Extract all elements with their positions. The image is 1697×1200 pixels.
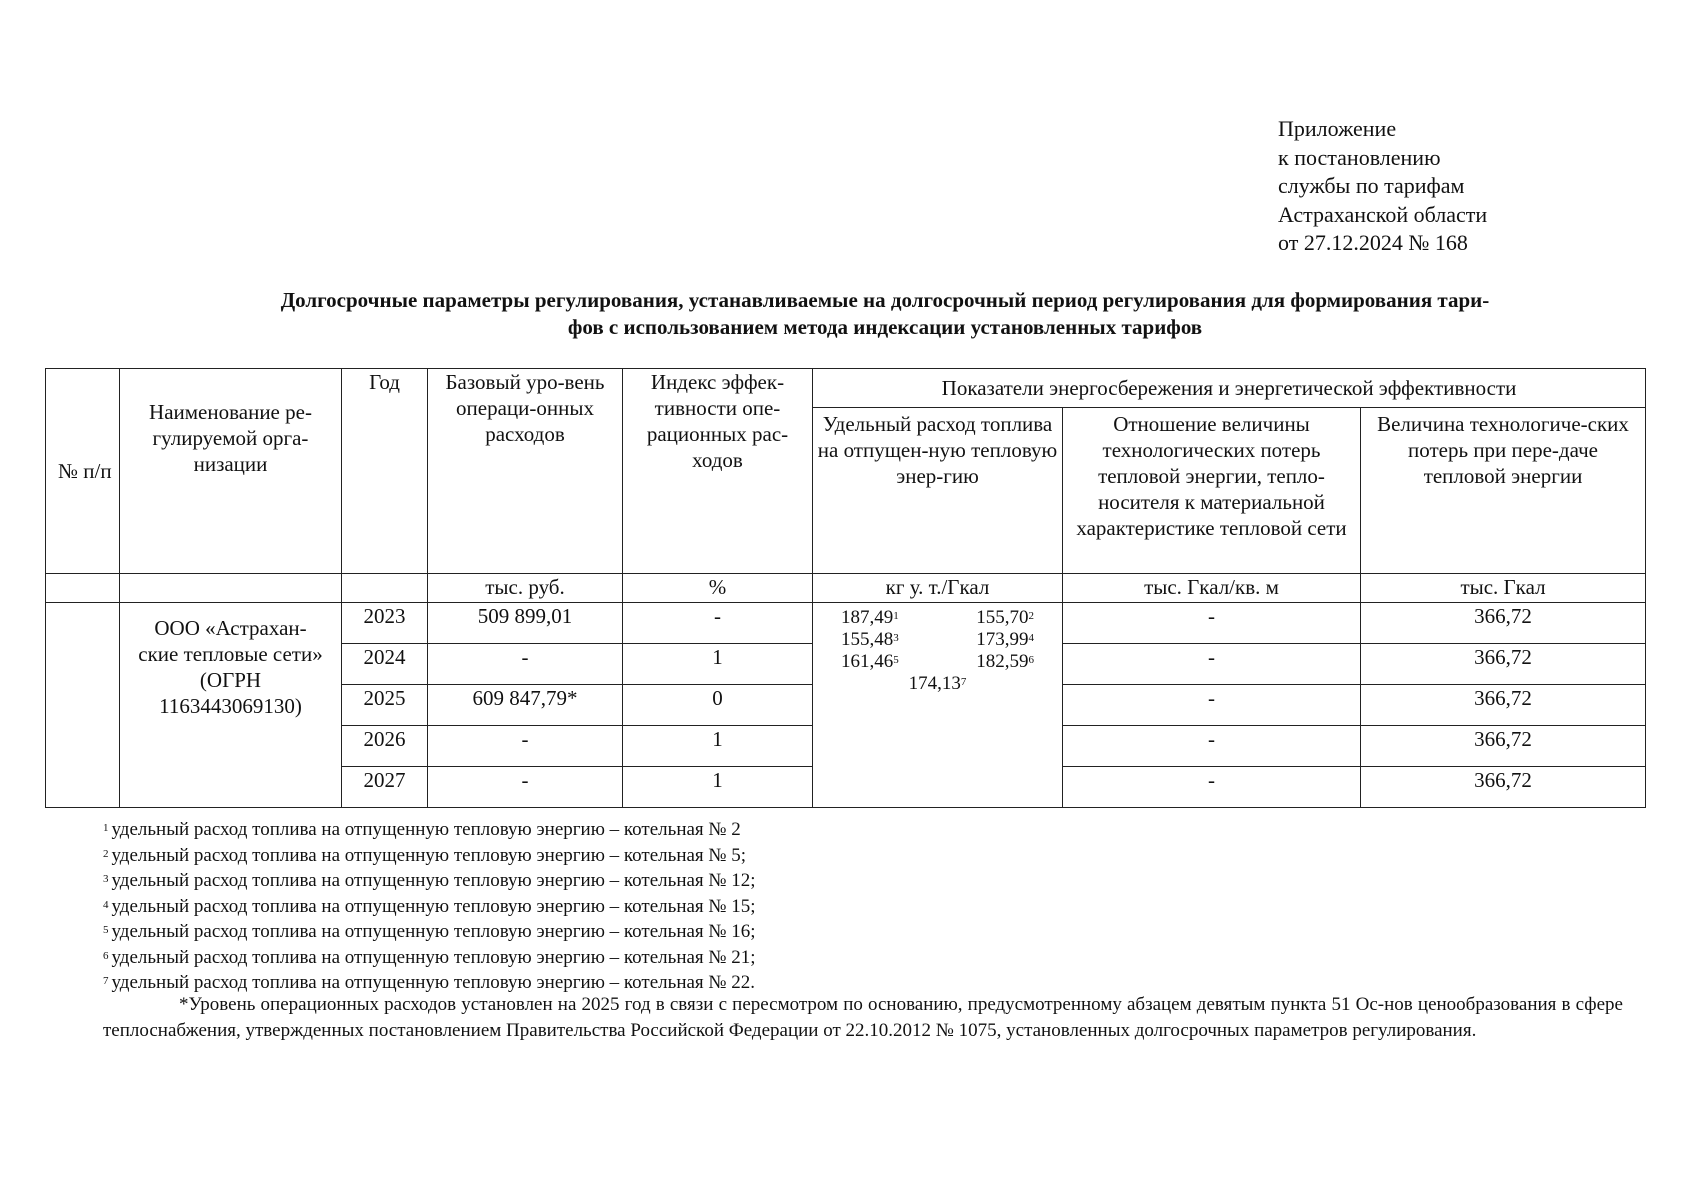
header-organization: Наименование ре-гулируемой орга-низации [120,369,342,574]
year-cell: 2024 [342,644,428,685]
loss-ratio-cell: - [1063,767,1361,808]
footnote-item: $^5$ удельный расход топлива на отпущенную тепловую энергию – котельная № 16; [103,921,756,942]
loss-ratio-cell: - [1063,726,1361,767]
efficiency-index-cell: 1 [623,726,813,767]
fuel-value: 161,46$^5$ [841,651,899,672]
organization-line: ООО «Астрахан- [154,616,307,640]
technological-losses-cell: 366,72 [1361,644,1646,685]
organization-line: (ОГРН [199,668,262,692]
approval-line: Астраханской области [1278,201,1488,227]
organization-line: ские тепловые сети» [138,642,323,666]
fuel-value: 174,13$^7$ [908,673,967,694]
base-level-cell: - [428,644,623,685]
header-technological-losses: Величина технологиче-ских потерь при пере-даче тепловой энергии [1361,408,1646,574]
units-number-blank [46,574,120,603]
base-level-cell: 609 847,79* [428,685,623,726]
header-energy-indicators: Показатели энергосбережения и энергетической эффективности [813,369,1646,408]
fuel-value: 173,99$^4$ [976,629,1034,650]
approval-stamp [1278,115,1487,258]
table-row [46,603,1646,644]
fuel-value: 155,70$^2$ [976,607,1034,628]
approval-line: к постановлению [1278,144,1441,170]
header-efficiency-index: Индекс эффек-тивности опе-рационных рас-ходов [623,369,813,574]
footnote-item: $^3$ удельный расход топлива на отпущенную тепловую энергию – котельная № 12; [103,870,756,891]
footnote-item: $^1$ удельный расход топлива на отпущенную тепловую энергию – котельная № 2 [103,819,741,840]
efficiency-index-cell: 0 [623,685,813,726]
parameters-table [45,368,1646,808]
technological-losses-cell: 366,72 [1361,726,1646,767]
footnotes [103,817,756,996]
header-year: Год [342,369,428,574]
unit-loss-ratio: тыс. Гкал/кв. м [1063,574,1361,603]
footnote-item: $^4$ удельный расход топлива на отпущенную тепловую энергию – котельная № 15; [103,895,756,917]
technological-losses-cell: 366,72 [1361,603,1646,644]
header-number: № п/п [46,369,120,574]
efficiency-index-cell: 1 [623,644,813,685]
footnote-item: $^2$ удельный расход топлива на отпущенную тепловую энергию – котельная № 5; [103,844,747,866]
document-title [150,287,1620,341]
footnote-item: $^6$ удельный расход топлива на отпущенную тепловую энергию – котельная № 21; [103,946,756,968]
year-cell: 2026 [342,726,428,767]
organization-line: 1163443069130) [159,694,302,718]
year-cell: 2025 [342,685,428,726]
technological-losses-cell: 366,72 [1361,767,1646,808]
loss-ratio-cell: - [1063,603,1361,644]
unit-efficiency-index: % [623,574,813,603]
year-cell: 2023 [342,603,428,644]
base-level-cell: - [428,767,623,808]
approval-line: Приложение [1278,116,1397,141]
loss-ratio-cell: - [1063,644,1361,685]
efficiency-index-cell: 1 [623,767,813,808]
header-base-level: Базовый уро-вень операци-онных расходов [428,369,623,574]
unit-technological-losses: тыс. Гкал [1361,574,1646,603]
approval-line: от 27.12.2024 № 168 [1278,230,1468,255]
header-fuel-consumption: Удельный расход топлива на отпущен-ную тепловую энер-гию [813,408,1063,574]
fuel-value: 182,59$^6$ [976,651,1034,672]
units-organization-blank [120,574,342,603]
operating-costs-remark: *Уровень операционных расходов установлен на 2025 год в связи с пересмотром по основанию, предусмотренному абзацем девятым пункта 51 Ос-нов ценообразования в сфере теплоснабжения, утвержденных постановлением Правительства Российской Федерации от 22.10.2012 № 1075, установленных долгосрочных параметров регулирования. [103,994,1623,1041]
title-line-1: Долгосрочные параметры регулирования, устанавливаемые на долгосрочный период регулирования для формирования тари- [280,288,1490,312]
unit-fuel-consumption: кг у. т./Гкал [813,574,1063,603]
loss-ratio-cell: - [1063,685,1361,726]
year-cell: 2027 [342,767,428,808]
footnote-item: $^7$ удельный расход топлива на отпущенную тепловую энергию – котельная № 22. [103,972,756,993]
units-year-blank [342,574,428,603]
title-line-2: фов с использованием метода индексации установленных тарифов [567,315,1203,339]
approval-line: службы по тарифам [1278,173,1465,198]
fuel-value: 187,49$^1$ [841,607,899,628]
fuel-value: 155,48$^3$ [841,629,899,650]
base-level-cell: 509 899,01 [428,603,623,644]
fuel-consumption-values [813,603,1063,808]
unit-base-level: тыс. руб. [428,574,623,603]
header-loss-ratio: Отношение величины технологических потерь тепловой энергии, тепло-носителя к материальной характеристике тепловой сети [1063,408,1361,574]
efficiency-index-cell: - [623,603,813,644]
row-number-blank [46,603,120,808]
technological-losses-cell: 366,72 [1361,685,1646,726]
organization-name [120,603,342,808]
base-level-cell: - [428,726,623,767]
